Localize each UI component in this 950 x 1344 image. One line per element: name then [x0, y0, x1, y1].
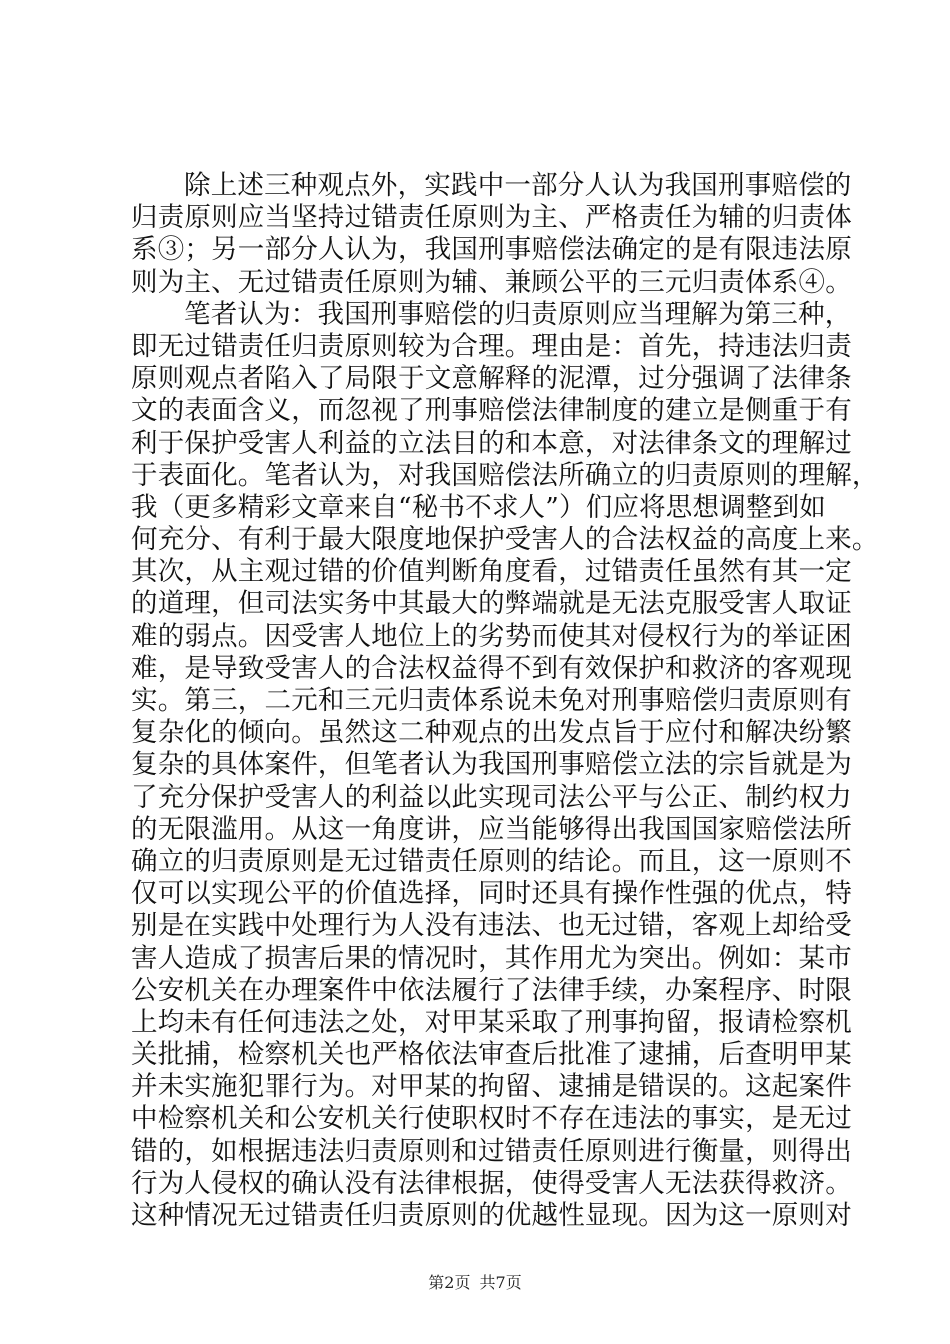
text-line: 实。第三，二元和三元归责体系说未免对刑事赔偿归责原则有 — [131, 685, 852, 716]
text-line: 复杂的具体案件，但笔者认为我国刑事赔偿立法的宗旨就是为 — [131, 749, 852, 781]
text-line: 难，是导致受害人的合法权益得不到有效保护和救济的客观现 — [131, 652, 852, 684]
page-footer: 第2页 共7页 — [428, 1273, 522, 1292]
text-line: 何充分、有利于最大限度地保护受害人的合法权益的高度上来。 — [131, 524, 879, 556]
text-line: 原则观点者陷入了局限于文意解释的泥潭，过分强调了法律条 — [131, 363, 852, 395]
text-line: 行为人侵权的确认没有法律根据，使得受害人无法获得救济。 — [131, 1167, 852, 1199]
text-line: 则为主、无过错责任原则为辅、兼顾公平的三元归责体系④。 — [131, 266, 852, 298]
text-line: 归责原则应当坚持过错责任原则为主、严格责任为辅的归责体 — [131, 202, 852, 234]
text-line: 关批捕，检察机关也严格依法审查后批准了逮捕，后查明甲某 — [131, 1039, 852, 1071]
text-line: 的无限滥用。从这一角度讲，应当能够得出我国国家赔偿法所 — [131, 813, 852, 845]
text-line: 中检察机关和公安机关行使职权时不存在违法的事实，是无过 — [131, 1103, 852, 1135]
text-line: 并未实施犯罪行为。对甲某的拘留、逮捕是错误的。这起案件 — [131, 1071, 852, 1103]
text-line: 的道理，但司法实务中其最大的弊端就是无法克服受害人取证 — [131, 588, 852, 620]
text-line: 公安机关在办理案件中依法履行了法律手续，办案程序、时限 — [131, 974, 852, 1006]
text-line: 上均未有任何违法之处，对甲某采取了刑事拘留，报请检察机 — [131, 1006, 852, 1038]
text-line: 害人造成了损害后果的情况时，其作用尤为突出。例如：某市 — [131, 942, 852, 974]
text-line: 仅可以实现公平的价值选择，同时还具有操作性强的优点，特 — [131, 878, 852, 910]
text-line: 系③；另一部分人认为，我国刑事赔偿法确定的是有限违法原 — [131, 234, 852, 266]
text-line: 笔者认为：我国刑事赔偿的归责原则应当理解为第三种， — [184, 298, 852, 330]
text-line: 除上述三种观点外，实践中一部分人认为我国刑事赔偿的 — [184, 170, 852, 201]
text-line: 了充分保护受害人的利益以此实现司法公平与公正、制约权力 — [131, 781, 852, 813]
body-text — [131, 170, 879, 1232]
text-line: 于表面化。笔者认为，对我国赔偿法所确立的归责原则的理解， — [131, 459, 879, 491]
text-line: 利于保护受害人利益的立法目的和本意，对法律条文的理解过 — [131, 427, 852, 459]
text-line: 别是在实践中处理行为人没有违法、也无过错，客观上却给受 — [131, 910, 852, 942]
text-line: 即无过错责任归责原则较为合理。理由是：首先，持违法归责 — [131, 330, 852, 362]
text-line: 文的表面含义，而忽视了刑事赔偿法律制度的建立是侧重于有 — [131, 395, 852, 427]
text-line: 复杂化的倾向。虽然这二种观点的出发点旨于应付和解决纷繁 — [131, 717, 852, 749]
text-line: 我（更多精彩文章来自“秘书不求人”）们应将思想调整到如 — [131, 491, 826, 523]
text-line: 难的弱点。因受害人地位上的劣势而使其对侵权行为的举证困 — [131, 620, 852, 652]
text-line: 错的，如根据违法归责原则和过错责任原则进行衡量，则得出 — [131, 1135, 852, 1167]
text-line: 这种情况无过错责任归责原则的优越性显现。因为这一原则对 — [131, 1200, 852, 1231]
text-line: 其次，从主观过错的价值判断角度看，过错责任虽然有其一定 — [131, 556, 852, 588]
text-line: 确立的归责原则是无过错责任原则的结论。而且，这一原则不 — [131, 845, 852, 877]
